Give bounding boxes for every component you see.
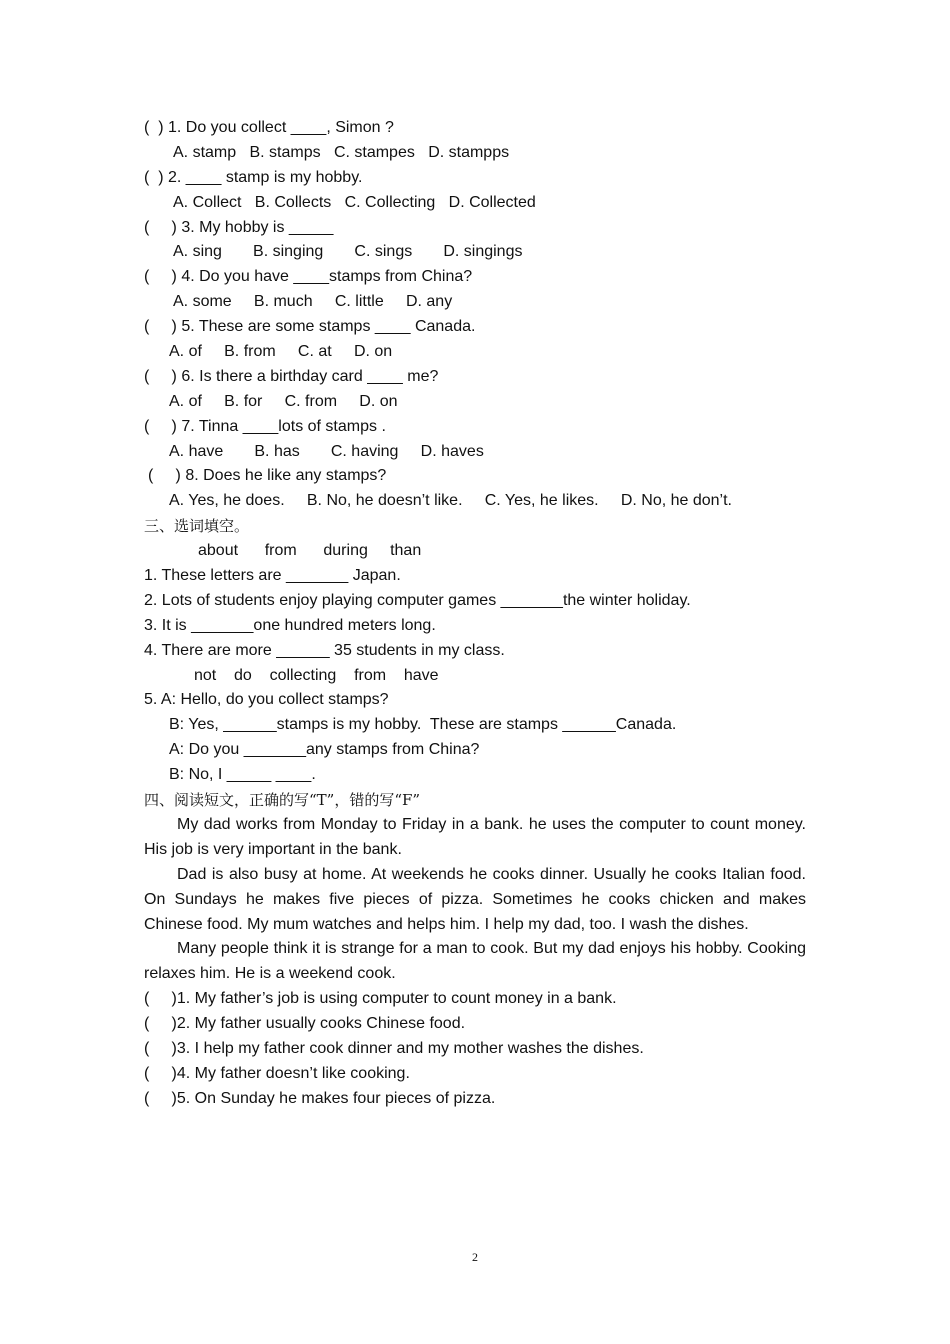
section4-title: 四、阅读短文，正确的写“T”，错的写“F”	[144, 791, 421, 810]
fill-item-4: 4. There are more ______ 35 students in my class.	[144, 641, 505, 659]
section3-title: 三、选词填空。	[144, 517, 250, 536]
fill-item-1: 1. These letters are _______ Japan.	[144, 567, 401, 585]
worksheet-page	[144, 116, 806, 1112]
reading-paragraph-3: Many people think it is strange for a man to cook. But my dad enjoys his hobby. Cooking relaxes him. He is a weekend cook.	[144, 940, 806, 983]
mc-options-8: A. Yes, he does. B. No, he doesn’t like. C. Yes, he likes. D. No, he don’t.	[169, 492, 732, 510]
tf-item-1: ( )1. My father’s job is using computer to count money in a bank.	[144, 990, 617, 1008]
mc-question-7: ( ) 7. Tinna ____lots of stamps .	[144, 417, 386, 435]
tf-item-2: ( )2. My father usually cooks Chinese food.	[144, 1015, 466, 1033]
mc-options-1: A. stamp B. stamps C. stampes D. stampps	[173, 143, 510, 161]
page-number: 2	[472, 1250, 478, 1264]
dialogue-line-4: B: No, I _____ ____.	[169, 766, 316, 784]
mc-question-3: ( ) 3. My hobby is _____	[144, 218, 334, 236]
dialogue-line-2: B: Yes, ______stamps is my hobby. These are stamps ______Canada.	[169, 716, 677, 734]
mc-options-4: A. some B. much C. little D. any	[173, 293, 453, 311]
mc-question-5: ( ) 5. These are some stamps ____ Canada.	[144, 318, 476, 336]
mc-question-4: ( ) 4. Do you have ____stamps from China?	[144, 268, 473, 286]
mc-options-3: A. sing B. singing C. sings D. singings	[173, 243, 523, 261]
dialogue-line-1: 5. A: Hello, do you collect stamps?	[144, 691, 389, 709]
word-bank-1: about from during than	[198, 542, 422, 560]
reading-paragraph-2: Dad is also busy at home. At weekends he cooks dinner. Usually he cooks Italian food. On Sundays he makes five pieces of pizza. Sometimes he cooks chicken and makes Chinese food. My mum watches and helps him. I help my dad, too. I wash the dishes.	[144, 865, 806, 933]
tf-item-4: ( )4. My father doesn’t like cooking.	[144, 1064, 410, 1082]
tf-item-5: ( )5. On Sunday he makes four pieces of pizza.	[144, 1089, 496, 1107]
tf-item-3: ( )3. I help my father cook dinner and my mother washes the dishes.	[144, 1040, 644, 1058]
mc-options-7: A. have B. has C. having D. haves	[169, 442, 484, 460]
reading-paragraph-1: My dad works from Monday to Friday in a bank. he uses the computer to count money. His job is very important in the bank.	[144, 815, 806, 858]
mc-question-8: ( ) 8. Does he like any stamps?	[148, 467, 387, 485]
fill-item-3: 3. It is _______one hundred meters long.	[144, 616, 436, 634]
dialogue-line-3: A: Do you _______any stamps from China?	[169, 741, 480, 759]
word-bank-2: not do collecting from have	[194, 666, 439, 684]
mc-question-6: ( ) 6. Is there a birthday card ____ me?	[144, 367, 439, 385]
fill-item-2: 2. Lots of students enjoy playing computer games _______the winter holiday.	[144, 591, 691, 609]
mc-question-2: ( ) 2. ____ stamp is my hobby.	[144, 168, 363, 186]
mc-options-5: A. of B. from C. at D. on	[169, 343, 393, 361]
mc-options-6: A. of B. for C. from D. on	[169, 392, 398, 410]
mc-options-2: A. Collect B. Collects C. Collecting D. Collected	[173, 193, 536, 211]
mc-question-1: ( ) 1. Do you collect ____, Simon ?	[144, 119, 394, 136]
